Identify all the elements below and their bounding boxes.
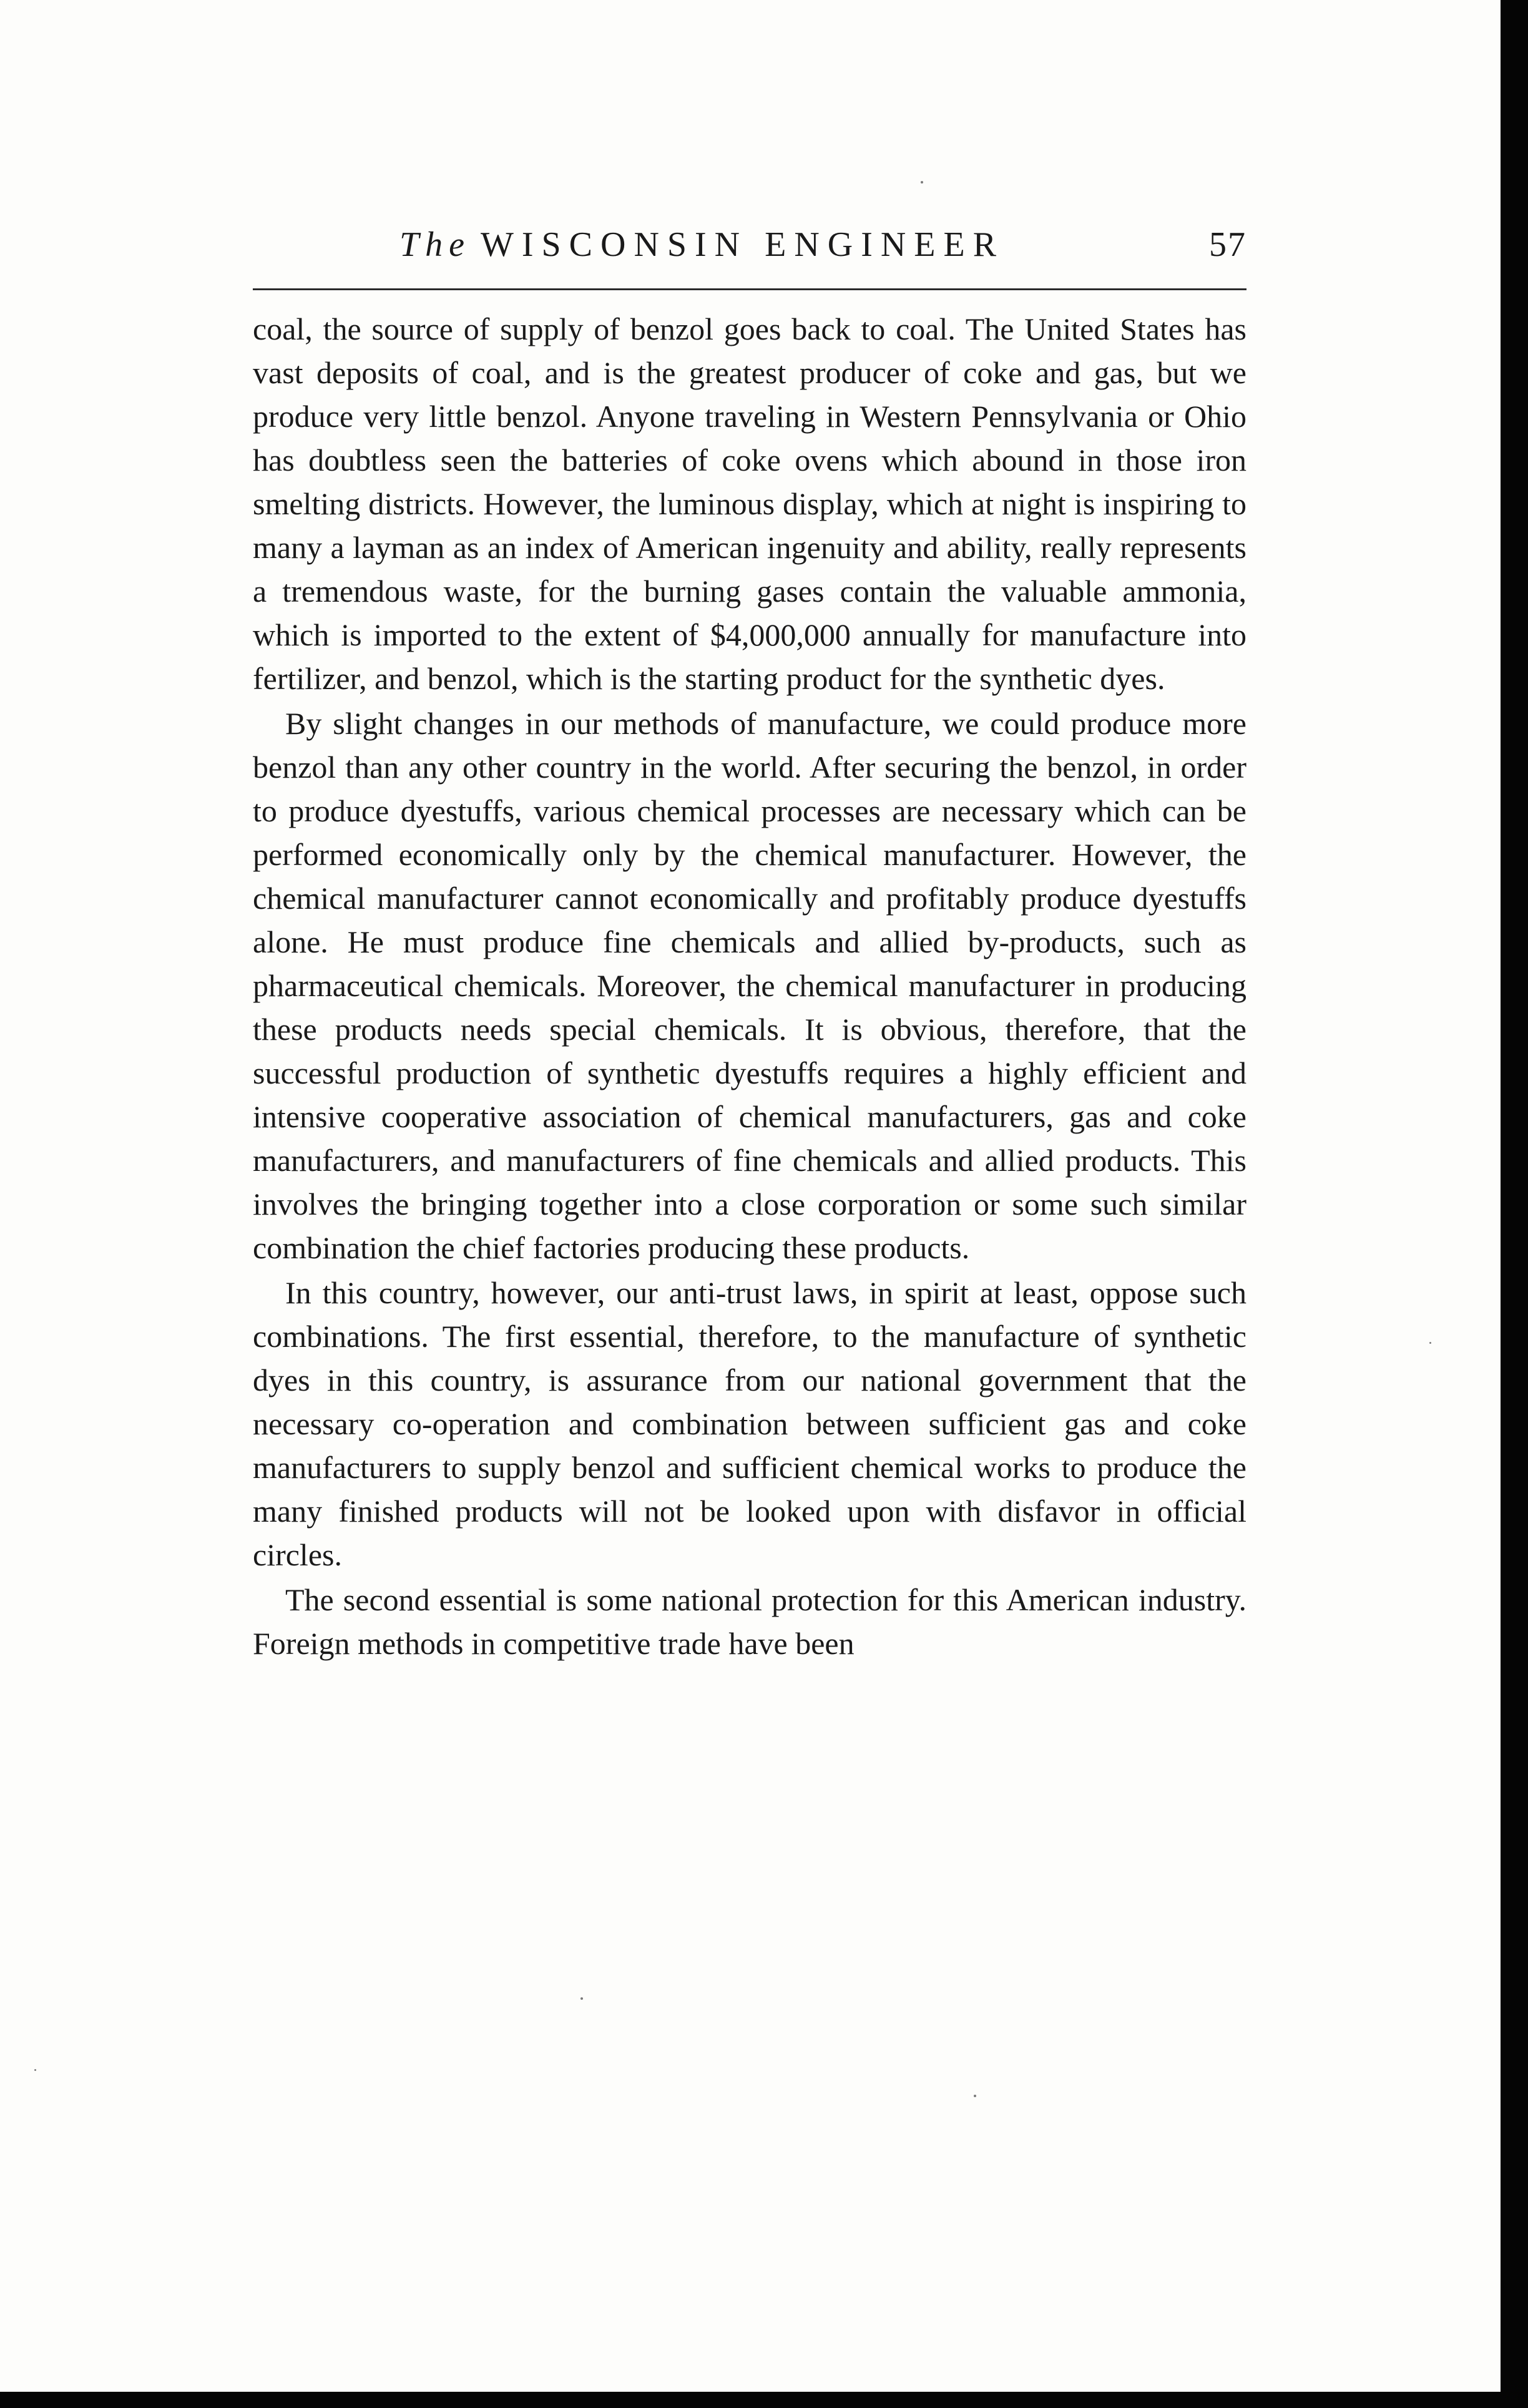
journal-title-main: WISCONSIN ENGINEER (481, 225, 1005, 264)
journal-title (399, 225, 1004, 265)
paragraph-anti-trust: In this country, however, our anti-trust laws, in spirit at least, oppose such combinations. The first essential, therefore, to the manufacture of synthetic dyes in this country, is assurance from our national government that the necessary co-operation and combination between sufficient gas and coke manufacturers to supply benzol and sufficient chemical works to produce the many finished products will not be looked upon with disfavor in official circles. (253, 1275, 1246, 1572)
scan-speck (1429, 1342, 1431, 1344)
journal-title-prefix: The (399, 225, 471, 264)
scan-speck (974, 2095, 976, 2097)
paragraph-benzol-production: By slight changes in our methods of manufacture, we could produce more benzol than any other country in the world. After securing the benzol, in order to produce dyestuffs, various chemical processes are necessary which can be performed economically only by the chemical manufacturer. However, the chemical manufacturer cannot economically and profitably produce dyestuffs alone. He must produce fine chemicals and allied by-products, such as pharmaceutical chemicals. Moreover, the chemical manufacturer in producing these products needs special chemicals. It is obvious, therefore, that the successful production of synthetic dyestuffs requires a highly efficient and intensive cooperative association of chemical manufacturers, gas and coke manufacturers, and manufacturers of fine chemicals and allied products. This involves the bringing together into a close corporation or some such similar combination the chief factories producing these products. (253, 706, 1246, 1265)
running-header (253, 225, 1246, 275)
paragraph-continuation: coal, the source of supply of benzol goes back to coal. The United States has vast deposits of coal, and is the greatest producer of coke and gas, but we produce very little benzol. Anyone traveling in Western Pennsylvania or Ohio has doubtless seen the batteries of coke ovens which abound in those iron smelting districts. However, the luminous display, which at night is inspiring to many a layman as an index of American ingenuity and ability, really represents a tremendous waste, for the burning gases contain the valuable ammonia, which is imported to the extent of $4,000,000 annually for manufacture into fertilizer, and benzol, which is the starting product for the synthetic dyes. (253, 311, 1246, 696)
article-body (253, 307, 1246, 1665)
scan-speck (34, 2069, 36, 2071)
scan-speck (921, 181, 923, 184)
page-number: 57 (1209, 225, 1246, 264)
header-rule (253, 288, 1246, 290)
paragraph-second-essential: The second essential is some national protection for this American industry. Foreign methods in competitive trade have been (253, 1582, 1246, 1661)
scan-speck (580, 1997, 583, 2000)
scan-border-bottom (0, 2392, 1528, 2408)
scan-border-right (1501, 0, 1528, 2408)
